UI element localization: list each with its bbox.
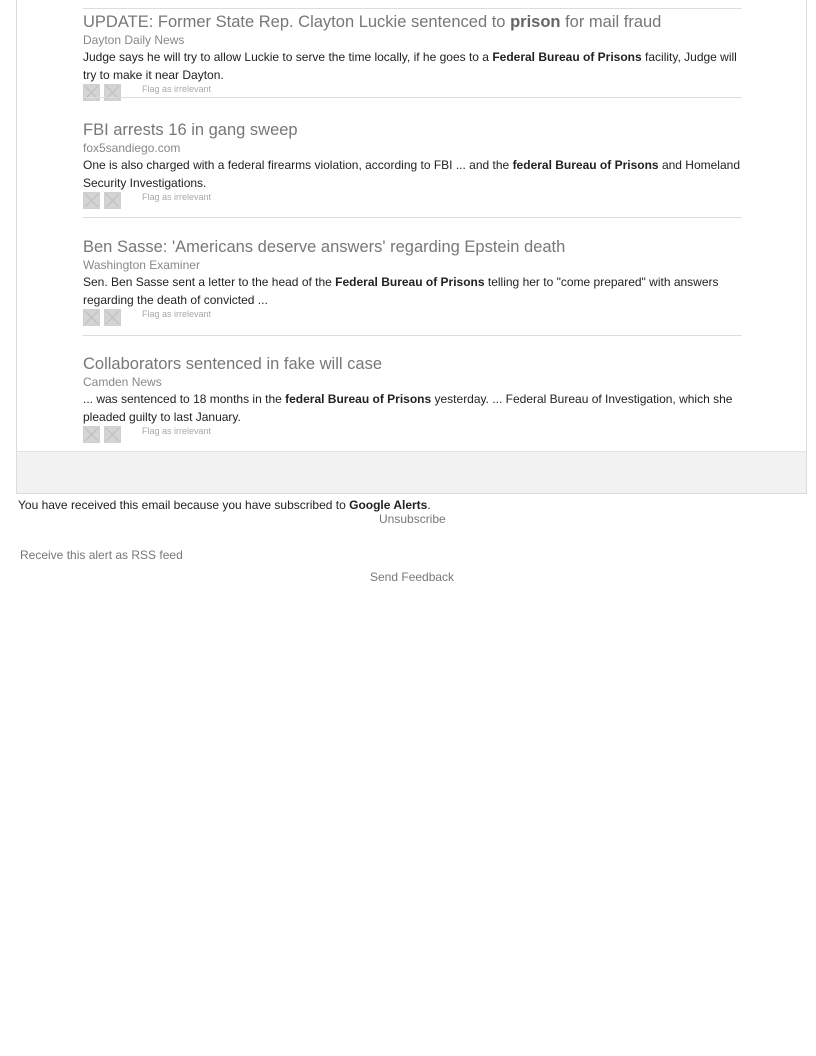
snippet-text: and Homeland Security Investigations. [83,158,740,190]
flag-up-icon[interactable] [83,426,100,443]
article-divider [83,97,742,98]
snippet-text: telling her to "come prepared" with answers regarding the death of convicted ... [83,275,719,307]
snippet-highlight: federal Bureau of Prisons [512,158,659,172]
flag-up-icon[interactable] [83,192,100,209]
flag-down-icon[interactable] [104,192,121,209]
article-source: Dayton Daily News [83,33,185,47]
snippet-highlight: Federal Bureau of Prisons [492,50,642,64]
article-title-link[interactable] [83,12,742,32]
subscription-notice [18,498,431,512]
article-title-text: UPDATE: Former State Rep. Clayton Luckie sentenced to [83,13,511,31]
notice-text: . [427,498,431,512]
flag-irrelevant-link[interactable]: Flag as irrelevant [142,192,212,202]
article-1 [83,12,742,102]
article-3 [83,237,742,327]
snippet-highlight: Federal Bureau of Prisons [335,275,485,289]
snippet-text: Sen. Ben Sasse sent a letter to the head of the [83,275,336,289]
article-source: Washington Examiner [83,258,200,272]
article-source: fox5sandiego.com [83,141,181,155]
snippet-text: yesterday. ... Federal Bureau of Investigation, which she pleaded guilty to last January. [83,392,733,424]
snippet-text: ... was sentenced to 18 months in the [83,392,286,406]
article-title-link[interactable] [83,120,742,140]
article-source: Camden News [83,375,162,389]
rss-feed-link[interactable]: Receive this alert as RSS feed [20,548,183,562]
flag-irrelevant-link[interactable]: Flag as irrelevant [142,84,212,94]
flag-down-icon[interactable] [104,84,121,101]
top-divider [83,8,742,9]
article-divider [83,217,742,218]
article-4 [83,354,742,444]
snippet-text: Judge says he will try to allow Luckie to serve the time locally, if he goes to a [83,50,493,64]
article-title-highlight: prison [510,13,561,31]
flag-up-icon[interactable] [83,84,100,101]
article-actions [83,84,742,102]
flag-irrelevant-link[interactable]: Flag as irrelevant [142,426,212,436]
article-actions [83,426,742,444]
unsubscribe-link[interactable]: Unsubscribe [379,512,446,526]
article-title-text: Ben Sasse: 'Americans deserve answers' regarding Epstein death [83,238,566,256]
alert-panel [16,0,807,494]
article-title-text: FBI arrests 16 in gang sweep [83,121,298,139]
article-snippet [83,48,742,84]
article-snippet [83,156,742,192]
article-snippet [83,390,742,426]
flag-down-icon[interactable] [104,309,121,326]
flag-irrelevant-link[interactable]: Flag as irrelevant [142,309,212,319]
article-2 [83,120,742,210]
flag-down-icon[interactable] [104,426,121,443]
article-actions [83,192,742,210]
notice-text: You have received this email because you have subscribed to [18,498,350,512]
article-snippet [83,273,742,309]
send-feedback-link[interactable]: Send Feedback [370,570,455,584]
article-divider [83,335,742,336]
article-title-text: for mail fraud [560,13,662,31]
snippet-text: facility, Judge will try to make it near Dayton. [83,50,737,82]
article-actions [83,309,742,327]
google-alerts-link[interactable]: Google Alerts [349,498,428,512]
article-title-link[interactable] [83,237,742,257]
article-title-link[interactable] [83,354,742,374]
panel-footer-bar [17,451,806,493]
flag-up-icon[interactable] [83,309,100,326]
snippet-highlight: federal Bureau of Prisons [285,392,432,406]
article-title-text: Collaborators sentenced in fake will case [83,355,382,373]
snippet-text: One is also charged with a federal firearms violation, according to FBI ... and the [83,158,513,172]
